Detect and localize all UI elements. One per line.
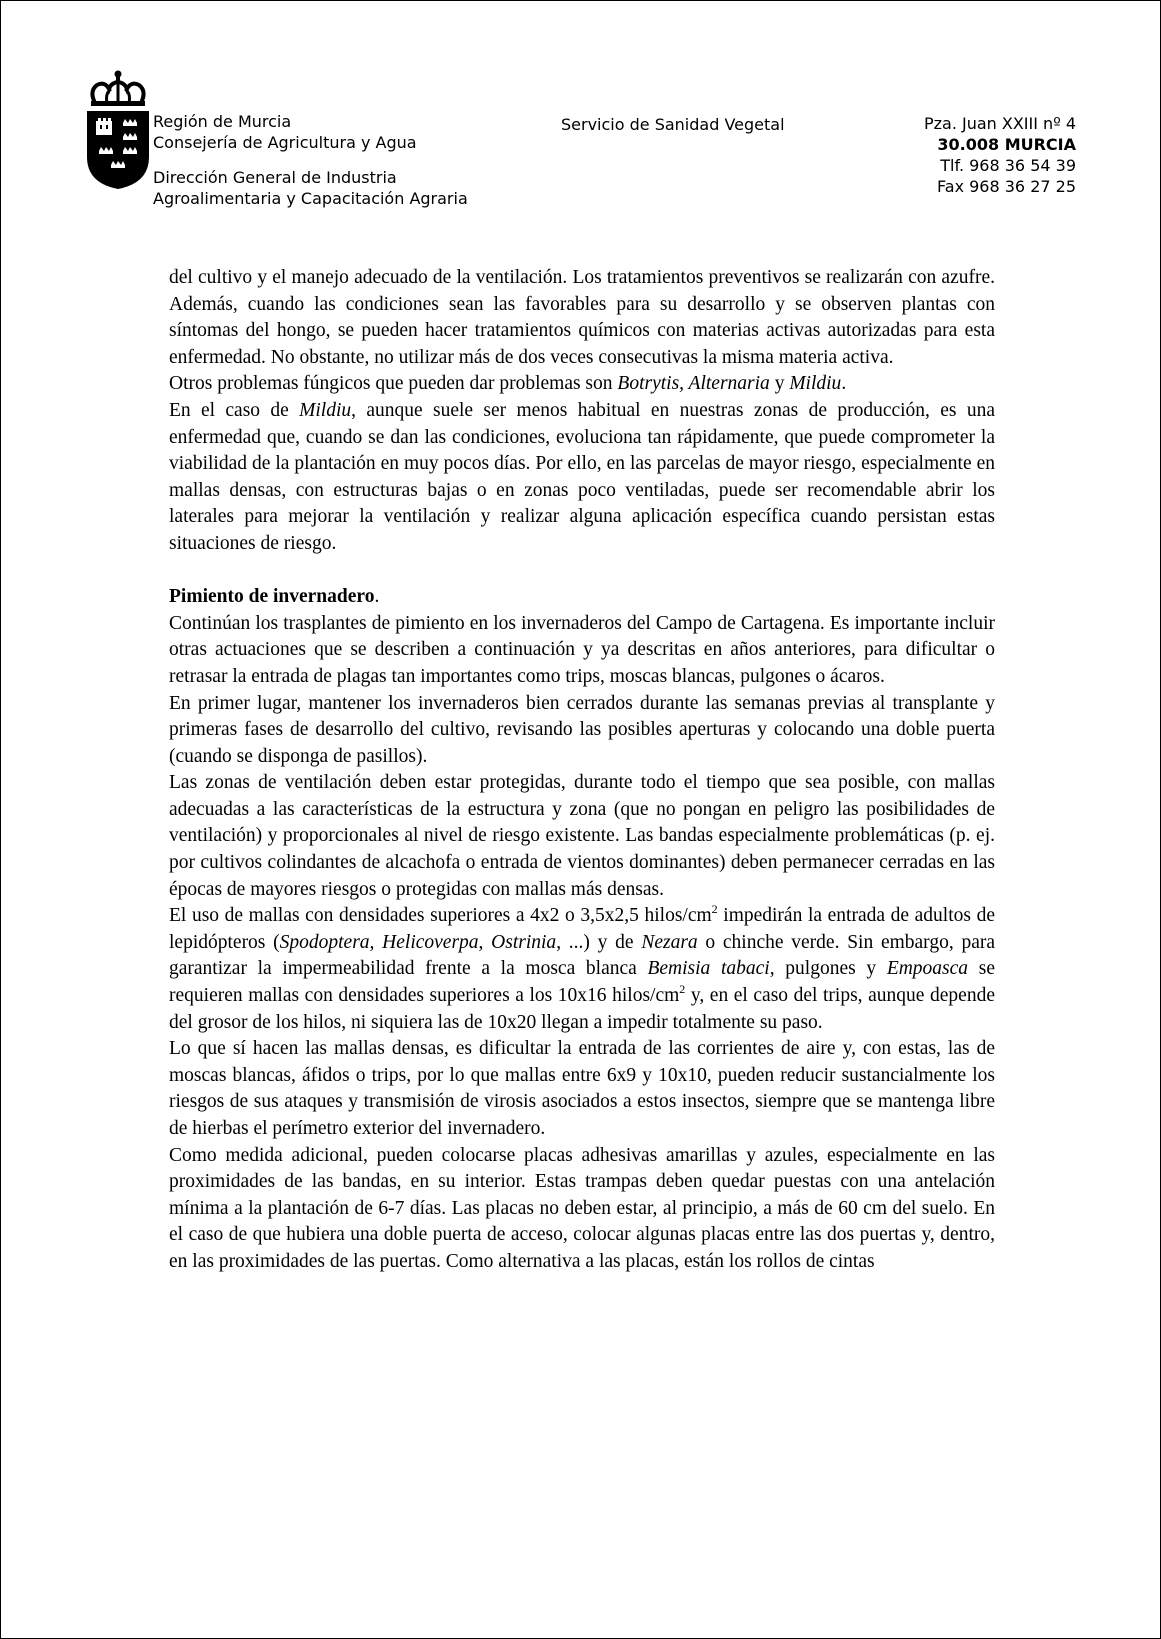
paragraph: En el caso de Mildiu, aunque suele ser menos habitual en nuestras zonas de producción, es una enfermedad que, cuando se dan las condiciones, evoluciona tan rápidamente, que puede comprometer la viabilidad de la plantación en muy pocos días. Por ello, en las parcelas de mayor riesgo, especialmente en mallas densas, con estructuras bajas o en zonas poco ventiladas, puede ser recomendable abrir los laterales para mejorar la ventilación y realizar alguna aplicación específica cuando persistan estas situaciones de riesgo. [169, 399, 995, 554]
paragraph: Lo que sí hacen las mallas densas, es dificultar la entrada de las corrientes de aire y, con estas, las de moscas blancas, áfidos o trips, por lo que mallas entre 6x9 y 10x10, pueden reducir sustancialmente los riesgos de sus ataques y transmisión de virosis asociados a estos insectos, siempre que se mantenga libre de hierbas el perímetro exterior del invernadero. [169, 1038, 995, 1139]
paragraph: En primer lugar, mantener los invernaderos bien cerrados durante las semanas previas al transplante y primeras fases de desarrollo del cultivo, revisando las posibles aperturas y colocando una doble puerta (cuando se disponga de pasillos). [169, 692, 995, 767]
city-line: 30.008 MURCIA [937, 135, 1076, 154]
header-service: Servicio de Sanidad Vegetal [561, 115, 785, 134]
paragraph: Las zonas de ventilación deben estar protegidas, durante todo el tiempo que sea posible, con mallas adecuadas a las características de la estructura y zona (que no pongan en peligro las posibilidades de ventilación) y proporcionales al nivel de riesgo existente. Las bandas especialmente problemáticas (p. ej. por cultivos colindantes de alcachofa o entrada de vientos dominantes) deben permanecer cerradas en las épocas de mayores riesgos o protegidas con mallas más densas. [169, 772, 995, 900]
section-heading: Pimiento de invernadero. [169, 586, 380, 608]
direccion-line-2: Agroalimentaria y Capacitación Agraria [153, 189, 468, 208]
document-body [169, 265, 995, 1276]
header-organization [153, 111, 468, 209]
region-crest-icon [85, 69, 151, 193]
address-line: Pza. Juan XXIII nº 4 [923, 114, 1076, 133]
direccion-line-1: Dirección General de Industria [153, 168, 397, 187]
paragraph: Como medida adicional, pueden colocarse placas adhesivas amarillas y azules, especialmente en las proximidades de las bandas, en su interior. Estas trampas deben quedar puestas con una antelación mínima a la plantación de 6-7 días. Las placas no deben estar, al principio, a más de 60 cm del suelo. En el caso de que hubiera una doble puerta de acceso, colocar algunas placas entre las dos puertas y, dentro, en las proximidades de las puertas. Como alternativa a las placas, están los rollos de cintas [169, 1144, 995, 1272]
paragraph: Otros problemas fúngicos que pueden dar problemas son Botrytis, Alternaria y Mildiu. [169, 373, 847, 395]
region-name: Región de Murcia [153, 112, 292, 131]
header-contact [924, 113, 1076, 197]
paragraph: Continúan los trasplantes de pimiento en los invernaderos del Campo de Cartagena. Es importante incluir otras actuaciones que se describen a continuación y ya descritas en años anteriores, para dificultar o retrasar la entrada de plagas tan importantes como trips, moscas blancas, pulgones o ácaros. [169, 612, 995, 687]
phone-line: Tlf. 968 36 54 39 [940, 156, 1076, 175]
paragraph: El uso de mallas con densidades superiores a 4x2 o 3,5x2,5 hilos/$cm^2$ impedirán la entrada de adultos de lepidópteros (Spodoptera, Helicoverpa, Ostrinia, ...) y de Nezara o chinche verde. Sin embargo, para garantizar la impermeabilidad frente a la mosca blanca Bemisia tabaci, pulgones y Empoasca se requieren mallas con densidades superiores a los 10x16 hilos/$cm^2$ y, en el caso del trips, aunque depende del grosor de los hilos, ni siquiera las de 10x20 llegan a impedir totalmente su paso. [169, 902, 995, 1033]
fax-line: Fax 968 36 27 25 [937, 177, 1076, 196]
consejeria-name: Consejería de Agricultura y Agua [153, 133, 417, 152]
paragraph: del cultivo y el manejo adecuado de la ventilación. Los tratamientos preventivos se realizarán con azufre. Además, cuando las condiciones sean las favorables para su desarrollo y se observen plantas con síntomas del hongo, se pueden hacer tratamientos químicos con materias activas autorizadas para esta enfermedad. No obstante, no utilizar más de dos veces consecutivas la misma materia activa. [169, 267, 995, 368]
